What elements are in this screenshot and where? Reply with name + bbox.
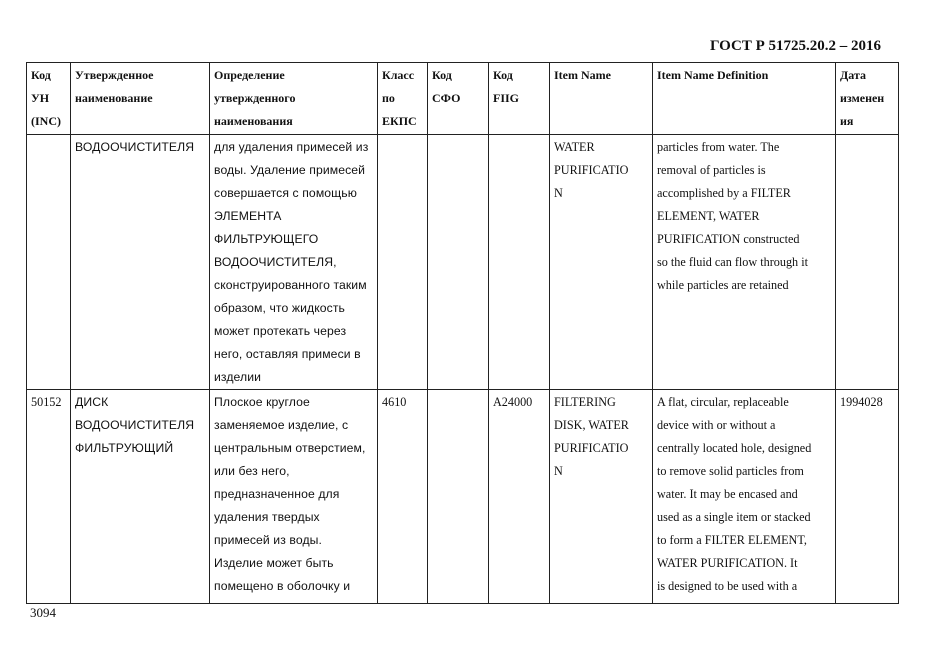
col-header-approved-name: Утвержденное наименование xyxy=(71,63,210,135)
col-header-date: Дата изменен ия xyxy=(836,63,899,135)
cell-class: 4610 xyxy=(378,390,428,604)
cell-date xyxy=(836,135,899,390)
cell-fiig xyxy=(489,135,550,390)
table-header-row xyxy=(27,63,899,135)
cell-date: 1994028 xyxy=(836,390,899,604)
cell-definition: Плоское круглое заменяемое изделие, с центральным отверстием, или без него, предназначенное для удаления твердых примесей из воды. Изделие может быть помещено в оболочку и xyxy=(210,390,378,604)
cell-item-name: FILTERING DISK, WATER PURIFICATIO N xyxy=(550,390,653,604)
cell-sfo xyxy=(428,390,489,604)
table-row xyxy=(27,135,899,390)
cell-item-definition: A flat, circular, replaceable device with or without a centrally located hole, designed to remove solid particles from water. It may be encased and used as a single item or stacked to form a FILTER ELEMENT, WATER PURIFICATION. It is designed to be used with a xyxy=(653,390,836,604)
col-header-sfo: Код СФО xyxy=(428,63,489,135)
cell-class xyxy=(378,135,428,390)
cell-fiig: A24000 xyxy=(489,390,550,604)
cell-approved-name: ВОДООЧИСТИТЕЛЯ xyxy=(71,135,210,390)
cell-definition: для удаления примесей из воды. Удаление примесей совершается с помощью ЭЛЕМЕНТА ФИЛЬТРУЮЩЕГО ВОДООЧИСТИТЕЛЯ, сконструированного таким образом, что жидкость может протекать через него, оставляя примеси в изделии xyxy=(210,135,378,390)
col-header-definition: Определение утвержденного наименования xyxy=(210,63,378,135)
page-number: 3094 xyxy=(30,605,56,620)
cell-item-definition: particles from water. The removal of particles is accomplished by a FILTER ELEMENT, WATER PURIFICATION constructed so the fluid can flow through it while particles are retained xyxy=(653,135,836,390)
specification-table xyxy=(26,62,899,604)
cell-inc xyxy=(27,135,71,390)
col-header-fiig: Код FIIG xyxy=(489,63,550,135)
cell-item-name: WATER PURIFICATIO N xyxy=(550,135,653,390)
cell-inc: 50152 xyxy=(27,390,71,604)
cell-approved-name: ДИСК ВОДООЧИСТИТЕЛЯ ФИЛЬТРУЮЩИЙ xyxy=(71,390,210,604)
col-header-class: Класс по ЕКПС xyxy=(378,63,428,135)
col-header-inc: Код УН (INC) xyxy=(27,63,71,135)
col-header-item-name: Item Name xyxy=(550,63,653,135)
document-title: ГОСТ Р 51725.20.2 – 2016 xyxy=(710,38,882,54)
table-row xyxy=(27,390,899,604)
cell-sfo xyxy=(428,135,489,390)
col-header-item-definition: Item Name Definition xyxy=(653,63,836,135)
